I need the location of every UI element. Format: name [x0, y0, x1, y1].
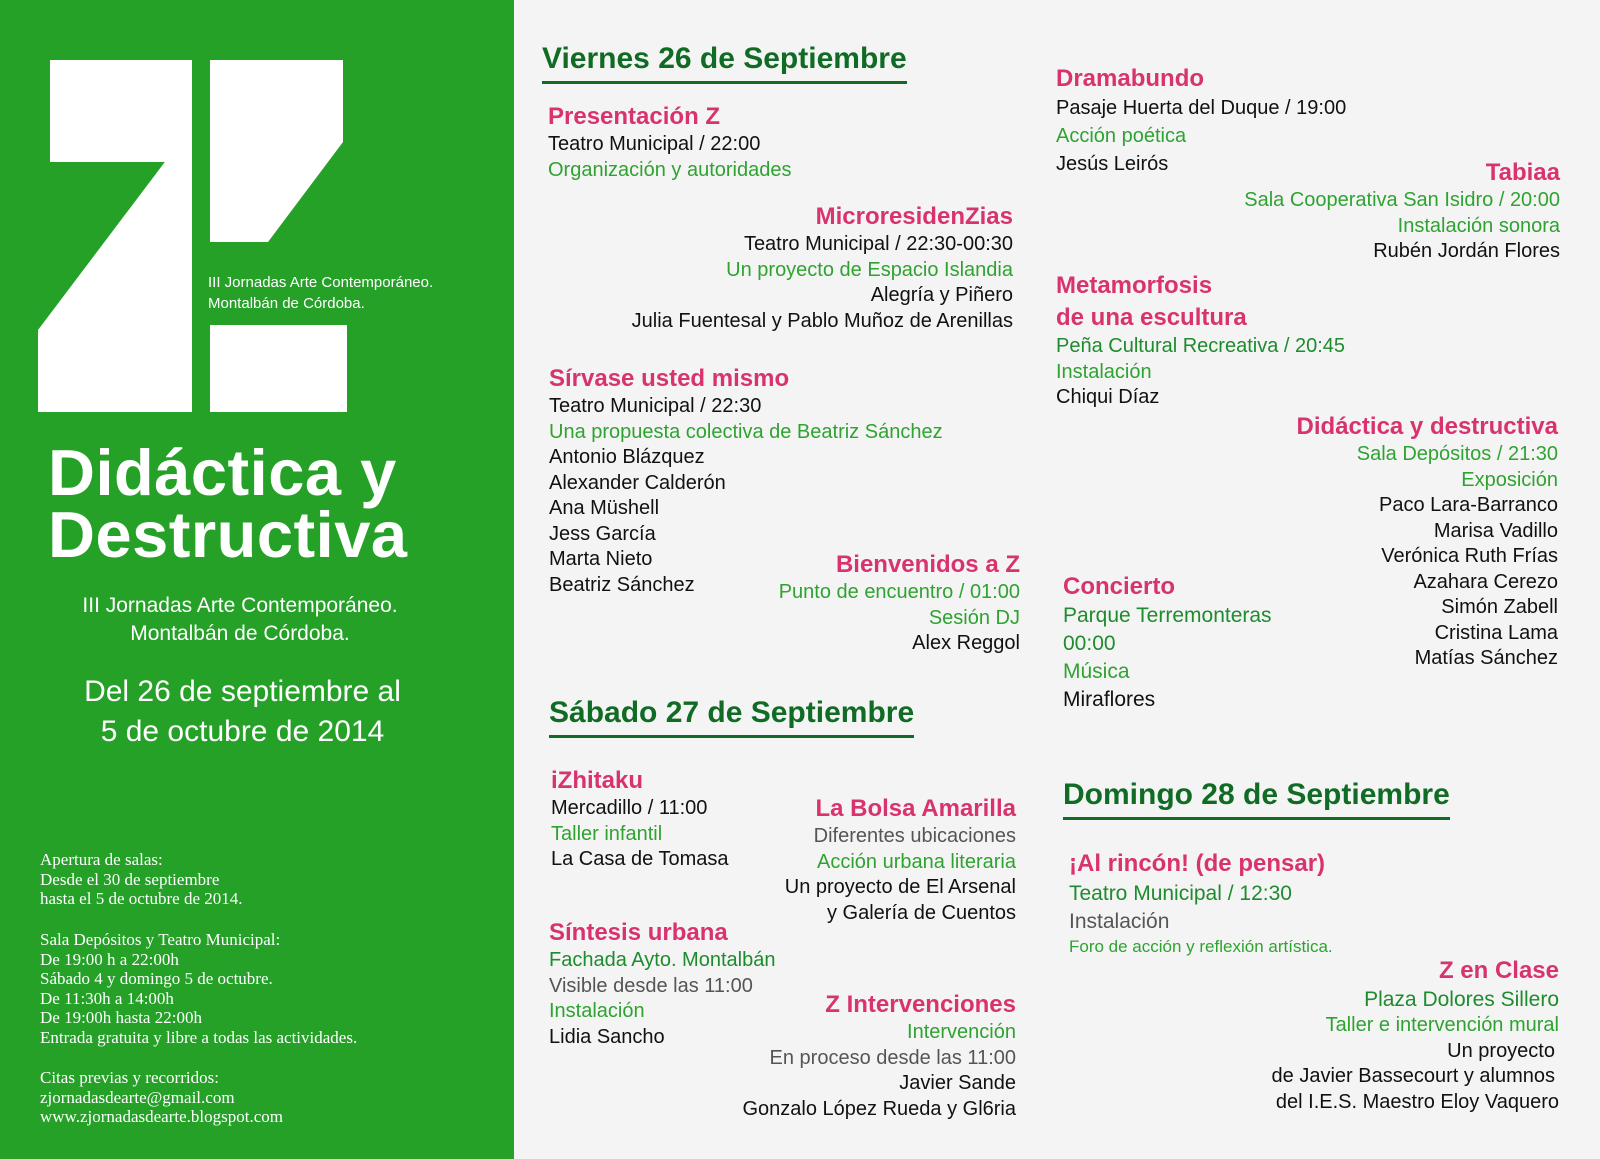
info-line: De 11:30h a 14:00h: [40, 988, 174, 1008]
subtitle-line: Montalbán de Córdoba.: [130, 622, 350, 645]
event-title: Metamorfosis: [1056, 272, 1213, 299]
event-artist: La Casa de Tomasa: [551, 848, 729, 870]
event-sintesis: [549, 918, 775, 1050]
event-artist: Jesús Leirós: [1056, 153, 1169, 175]
logo-caption: [208, 272, 433, 314]
event-title: Concierto: [1063, 573, 1176, 600]
event-title: Sírvase usted mismo: [549, 365, 790, 392]
event-place: Teatro Municipal / 22:30-00:30: [743, 233, 1013, 255]
event-artist: Ana Müshell: [549, 497, 660, 519]
logo-caption-line: III Jornadas Arte Contemporáneo.: [208, 274, 434, 291]
contact-website[interactable]: www.zjornadasdearte.blogspot.com: [40, 1107, 283, 1126]
event-title: Tabiaa: [1485, 159, 1560, 186]
event-concierto: [1063, 572, 1272, 714]
event-microresidenzias: [632, 202, 1013, 334]
dates-line: Del 26 de septiembre al: [84, 675, 401, 708]
event-type: Instalación: [1056, 360, 1152, 383]
event-place: Teatro Municipal / 12:30: [1069, 882, 1292, 905]
day-heading-domingo: Domingo 28 de Septiembre: [1063, 776, 1450, 820]
event-place: Plaza Dolores Sillero: [1364, 988, 1559, 1011]
event-title: Z Intervenciones: [825, 991, 1016, 1018]
event-place: Mercadillo / 11:00: [551, 797, 708, 819]
event-type: Taller infantil: [551, 822, 663, 845]
event-artist: Javier Sande: [899, 1072, 1016, 1094]
event-title: Z en Clase: [1438, 957, 1559, 984]
info-line: hasta el 5 de octubre de 2014.: [40, 889, 243, 908]
event-artist: de Javier Bassecourt y alumnos: [1271, 1065, 1555, 1087]
main-title-line: Destructiva: [48, 498, 408, 571]
event-note: Instalación: [1069, 910, 1170, 933]
event-title: Didáctica y destructiva: [1296, 413, 1558, 440]
event-artist: Jess García: [549, 522, 656, 545]
event-place: Sala Cooperativa San Isidro / 20:00: [1244, 189, 1560, 211]
event-type: Sesión DJ: [928, 606, 1020, 629]
event-artist: Beatriz Sánchez: [549, 573, 695, 596]
event-place: Fachada Ayto. Montalbán: [549, 949, 776, 971]
event-artist: Paco Lara-Barranco: [1379, 494, 1558, 516]
event-artist: Alegría y Piñero: [870, 284, 1013, 306]
z-logo: [0, 0, 514, 420]
event-artist: Gonzalo López Rueda y Gl6ria: [742, 1097, 1016, 1120]
event-bolsa: [785, 794, 1016, 926]
event-artist: del I.E.S. Maestro Eloy Vaquero: [1275, 1090, 1559, 1113]
event-izhitaku: [551, 766, 729, 873]
event-artist: Julia Fuentesal y Pablo Muñoz de Arenillas: [631, 309, 1013, 332]
info-line: Desde el 30 de septiembre: [40, 869, 220, 889]
event-place: Teatro Municipal / 22:00: [548, 133, 761, 155]
event-place: Pasaje Huerta del Duque / 19:00: [1056, 97, 1347, 119]
event-artist: Alexander Calderón: [549, 471, 726, 494]
event-didactica: [1297, 412, 1558, 672]
event-place: Sala Depósitos / 21:30: [1356, 443, 1558, 465]
event-artist: Alex Reggol: [912, 632, 1020, 654]
info-line: De 19:00 h a 22:00h: [40, 949, 179, 969]
event-artist: Miraflores: [1063, 688, 1156, 711]
event-artist: y Galería de Cuentos: [827, 901, 1016, 924]
event-intervenciones: [743, 990, 1017, 1122]
event-type: Intervención: [907, 1021, 1016, 1043]
event-rincon: [1069, 848, 1333, 958]
event-title: Síntesis urbana: [549, 919, 728, 946]
event-title: ¡Al rincón! (de pensar): [1069, 850, 1326, 877]
event-title: Dramabundo: [1056, 65, 1205, 92]
event-type: Exposición: [1461, 468, 1558, 491]
main-title-line: Didáctica y: [48, 436, 397, 509]
event-artist: Simón Zabell: [1441, 596, 1558, 618]
event-type: Taller e intervención mural: [1325, 1014, 1559, 1036]
event-artist: Lidia Sancho: [549, 1025, 665, 1048]
event-place: Diferentes ubicaciones: [813, 825, 1016, 847]
event-metamorfosis: [1056, 270, 1345, 411]
citas-info: [40, 1068, 283, 1127]
event-title: de una escultura: [1056, 304, 1247, 331]
logo-caption-line: Montalbán de Córdoba.: [208, 295, 365, 312]
event-type: Una propuesta colectiva de Beatriz Sánchez: [549, 420, 943, 443]
info-line: Sala Depósitos y Teatro Municipal:: [40, 930, 281, 949]
subtitle: [0, 592, 480, 648]
event-artist: Marta Nieto: [549, 548, 653, 570]
info-line: Sábado 4 y domingo 5 de octubre.: [40, 969, 273, 988]
info-line: Apertura de salas:: [40, 850, 163, 869]
event-artist: Verónica Ruth Frías: [1381, 545, 1558, 567]
festival-dates: [0, 672, 485, 752]
apertura-info: [40, 850, 243, 909]
event-type: Acción urbana literaria: [817, 850, 1016, 873]
event-presentacion: [548, 102, 791, 183]
event-title: La Bolsa Amarilla: [815, 795, 1016, 822]
event-title: MicroresidenZias: [815, 203, 1013, 230]
event-artist: Azahara Cerezo: [1413, 570, 1558, 593]
contact-email[interactable]: zjornadasdearte@gmail.com: [40, 1087, 235, 1107]
event-note: Visible desde las 11:00: [549, 974, 753, 997]
event-artist: Chiqui Díaz: [1056, 386, 1160, 408]
event-zclase: [1272, 956, 1559, 1115]
event-type: Música: [1063, 660, 1130, 683]
event-tabiaa: [1244, 158, 1560, 265]
event-artist: Cristina Lama: [1434, 621, 1558, 644]
day-heading-viernes: Viernes 26 de Septiembre: [542, 40, 907, 84]
event-artist: Rubén Jordán Flores: [1373, 240, 1560, 262]
event-title: Presentación Z: [548, 103, 721, 130]
main-title: [48, 436, 408, 571]
event-place: Peña Cultural Recreativa / 20:45: [1056, 335, 1346, 357]
event-place: Teatro Municipal / 22:30: [549, 395, 762, 417]
info-line: Entrada gratuita y libre a todas las actividades.: [40, 1027, 358, 1047]
event-bienvenidos: [779, 550, 1020, 657]
event-type: Foro de acción y reflexión artística.: [1069, 937, 1333, 956]
event-artist: Marisa Vadillo: [1433, 519, 1558, 542]
subtitle-line: III Jornadas Arte Contemporáneo.: [82, 594, 398, 617]
info-line: Citas previas y recorridos:: [40, 1068, 219, 1087]
event-type: Un proyecto de Espacio Islandia: [726, 258, 1013, 281]
event-type: Organización y autoridades: [548, 158, 792, 181]
horarios-info: [40, 930, 357, 1047]
event-type: Acción poética: [1056, 125, 1187, 147]
event-title: iZhitaku: [551, 767, 644, 794]
dates-line: 5 de octubre de 2014: [100, 715, 385, 748]
event-artist: Un proyecto: [1447, 1039, 1555, 1062]
info-line: De 19:00h hasta 22:00h: [40, 1008, 202, 1027]
day-heading-sabado: Sábado 27 de Septiembre: [549, 694, 914, 738]
event-type: Instalación sonora: [1397, 214, 1560, 237]
event-title: Bienvenidos a Z: [835, 551, 1020, 578]
left-panel: [0, 0, 514, 1159]
event-artist: Matías Sánchez: [1414, 647, 1558, 669]
event-type: Instalación: [549, 1000, 645, 1022]
event-artist: Un proyecto de El Arsenal: [784, 876, 1016, 898]
event-note: En proceso desde las 11:00: [769, 1046, 1016, 1069]
event-place: Parque Terremonteras: [1063, 604, 1272, 627]
event-artist: Antonio Blázquez: [549, 446, 705, 468]
event-time: 00:00: [1063, 632, 1116, 655]
event-place: Punto de encuentro / 01:00: [778, 581, 1020, 603]
